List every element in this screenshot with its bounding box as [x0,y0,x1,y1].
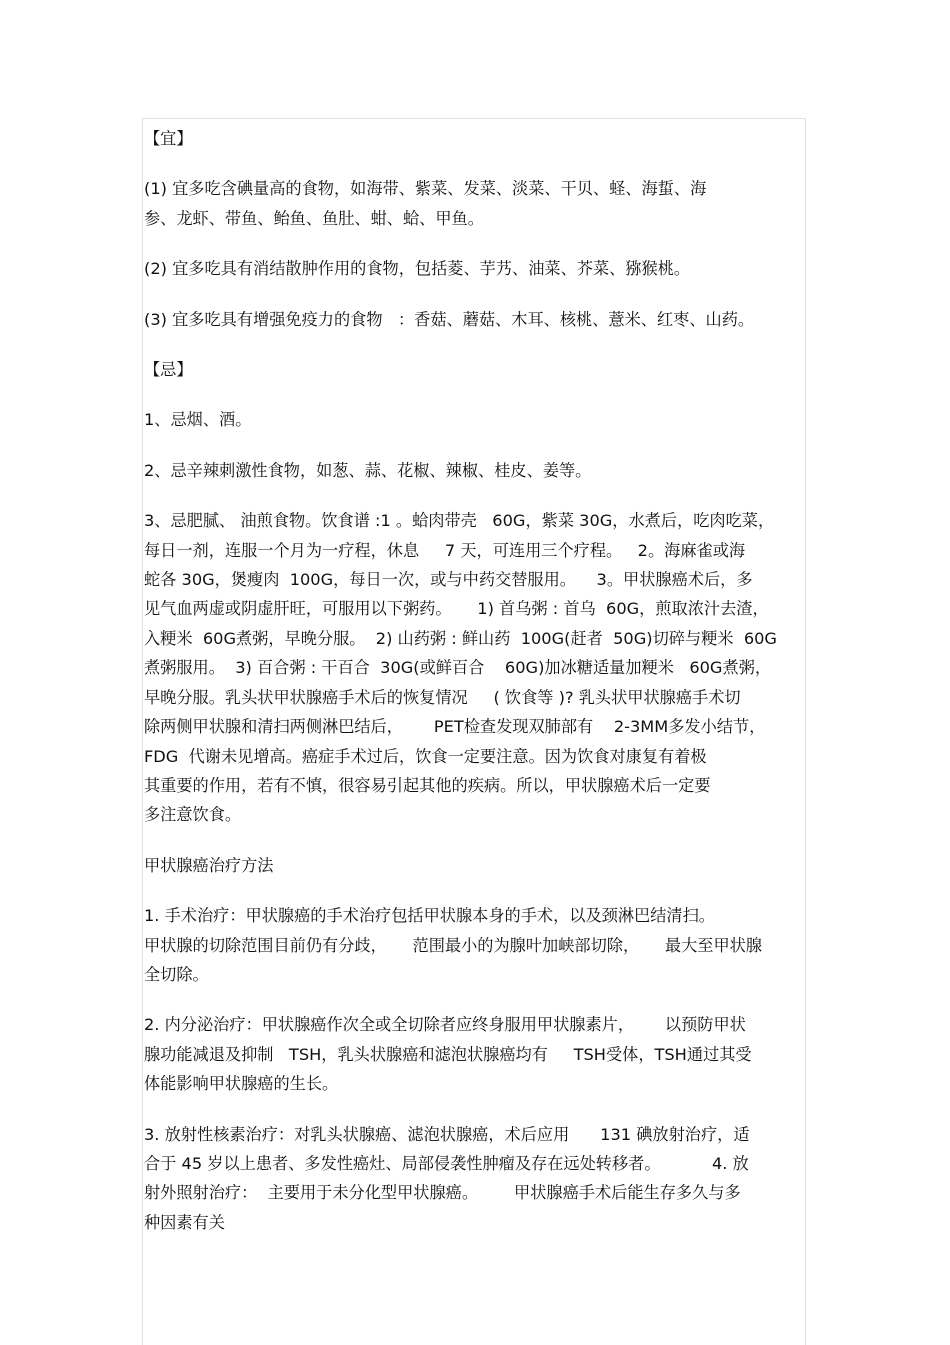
text-line: (2) 宜多吃具有消结散肿作用的食物，包括菱、芋艿、油菜、芥菜、猕猴桃。 [144,259,691,279]
text-line: 全切除。 [144,964,209,984]
yi-item [144,305,808,334]
text-line: 煮粥服用。 3) 百合粥 : 干百合 30G(或鲜百合 60G)加冰糖适量加粳米 60G煮粥， [144,658,772,678]
yi-item [144,254,808,283]
text-line: 早晚分服。乳头状甲状腺癌手术后的恢复情况 ( 饮食等 )? 乳头状甲状腺癌手术切 [144,687,741,707]
text-line: 2、忌辛辣刺激性食物，如葱、蒜、花椒、辣椒、桂皮、姜等。 [144,460,592,480]
text-line: 2. 内分泌治疗：甲状腺癌作次全或全切除者应终身服用甲状腺素片， 以预防甲状 [144,1015,746,1035]
text-line: 1. 手术治疗：甲状腺癌的手术治疗包括甲状腺本身的手术，以及颈淋巴结清扫。 [144,906,715,926]
treatment-item [144,1010,808,1098]
text-line: 3. 放射性核素治疗：对乳头状腺癌、滤泡状腺癌，术后应用 131 碘放射治疗，适 [144,1124,750,1144]
heading-ji: 【忌】 [144,360,193,380]
text-line: 除两侧甲状腺和清扫两侧淋巴结后， PET检查发现双肺部有 2-3MM多发小结节， [144,717,766,737]
yi-item [144,174,808,233]
treatment-item [144,901,808,989]
treatment-list [144,901,808,1237]
yi-list [144,174,808,334]
text-line: 体能影响甲状腺癌的生长。 [144,1074,339,1094]
text-line: 甲状腺的切除范围目前仍有分歧， 范围最小的为腺叶加峡部切除， 最大至甲状腺 [144,935,763,955]
heading-treatment: 甲状腺癌治疗方法 [144,855,274,875]
text-line: 腺功能减退及抑制 TSH，乳头状腺癌和滤泡状腺癌均有 TSH受体，TSH通过其受 [144,1044,752,1064]
text-line: 蛇各 30G，煲瘦肉 100G，每日一次，或与中药交替服用。 3。甲状腺癌术后，多 [144,570,753,590]
document-body [144,124,808,1258]
text-line: (3) 宜多吃具有增强免疫力的食物 ：香菇、蘑菇、木耳、核桃、薏米、红枣、山药。 [144,309,755,329]
heading-yi: 【宜】 [144,129,193,148]
text-line: 见气血两虚或阴虚肝旺，可服用以下粥药。 1) 首乌粥 : 首乌 60G，煎取浓汁去渣， [144,599,769,619]
text-line: 入粳米 60G煮粥，早晚分服。 2) 山药粥 : 鲜山药 100G(赶者 50G)切碎与粳米 60G [144,628,777,648]
text-line: 1、忌烟、酒。 [144,410,252,430]
text-line: 射外照射治疗： 主要用于未分化型甲状腺癌。 甲状腺癌手术后能生存多久与多 [144,1183,741,1203]
text-line: 其重要的作用，若有不慎，很容易引起其他的疾病。所以，甲状腺癌术后一定要 [144,775,711,795]
text-line: 种因素有关 [144,1212,225,1232]
ji-item [144,506,808,829]
ji-list [144,405,808,829]
text-line: 多注意饮食。 [144,805,242,825]
text-line: (1) 宜多吃含碘量高的食物，如海带、紫菜、发菜、淡菜、干贝、蛏、海蜇、海 [144,179,707,199]
ji-item [144,456,808,485]
text-line: FDG 代谢未见增高。癌症手术过后，饮食一定要注意。因为饮食对康复有着极 [144,746,707,766]
text-line: 3、忌肥腻、 油煎食物。饮食谱 :1 。蛤肉带壳 60G，紫菜 30G，水煮后，吃肉吃菜， [144,511,775,531]
text-line: 每日一剂，连服一个月为一疗程，休息 7 天，可连用三个疗程。 2。海麻雀或海 [144,540,746,560]
text-line: 合于 45 岁以上患者、多发性癌灶、局部侵袭性肿瘤及存在远处转移者。 4. 放 [144,1153,749,1173]
ji-item [144,405,808,434]
text-line: 参、龙虾、带鱼、鲐鱼、鱼肚、蚶、蛤、甲鱼。 [144,208,484,228]
treatment-item [144,1120,808,1238]
